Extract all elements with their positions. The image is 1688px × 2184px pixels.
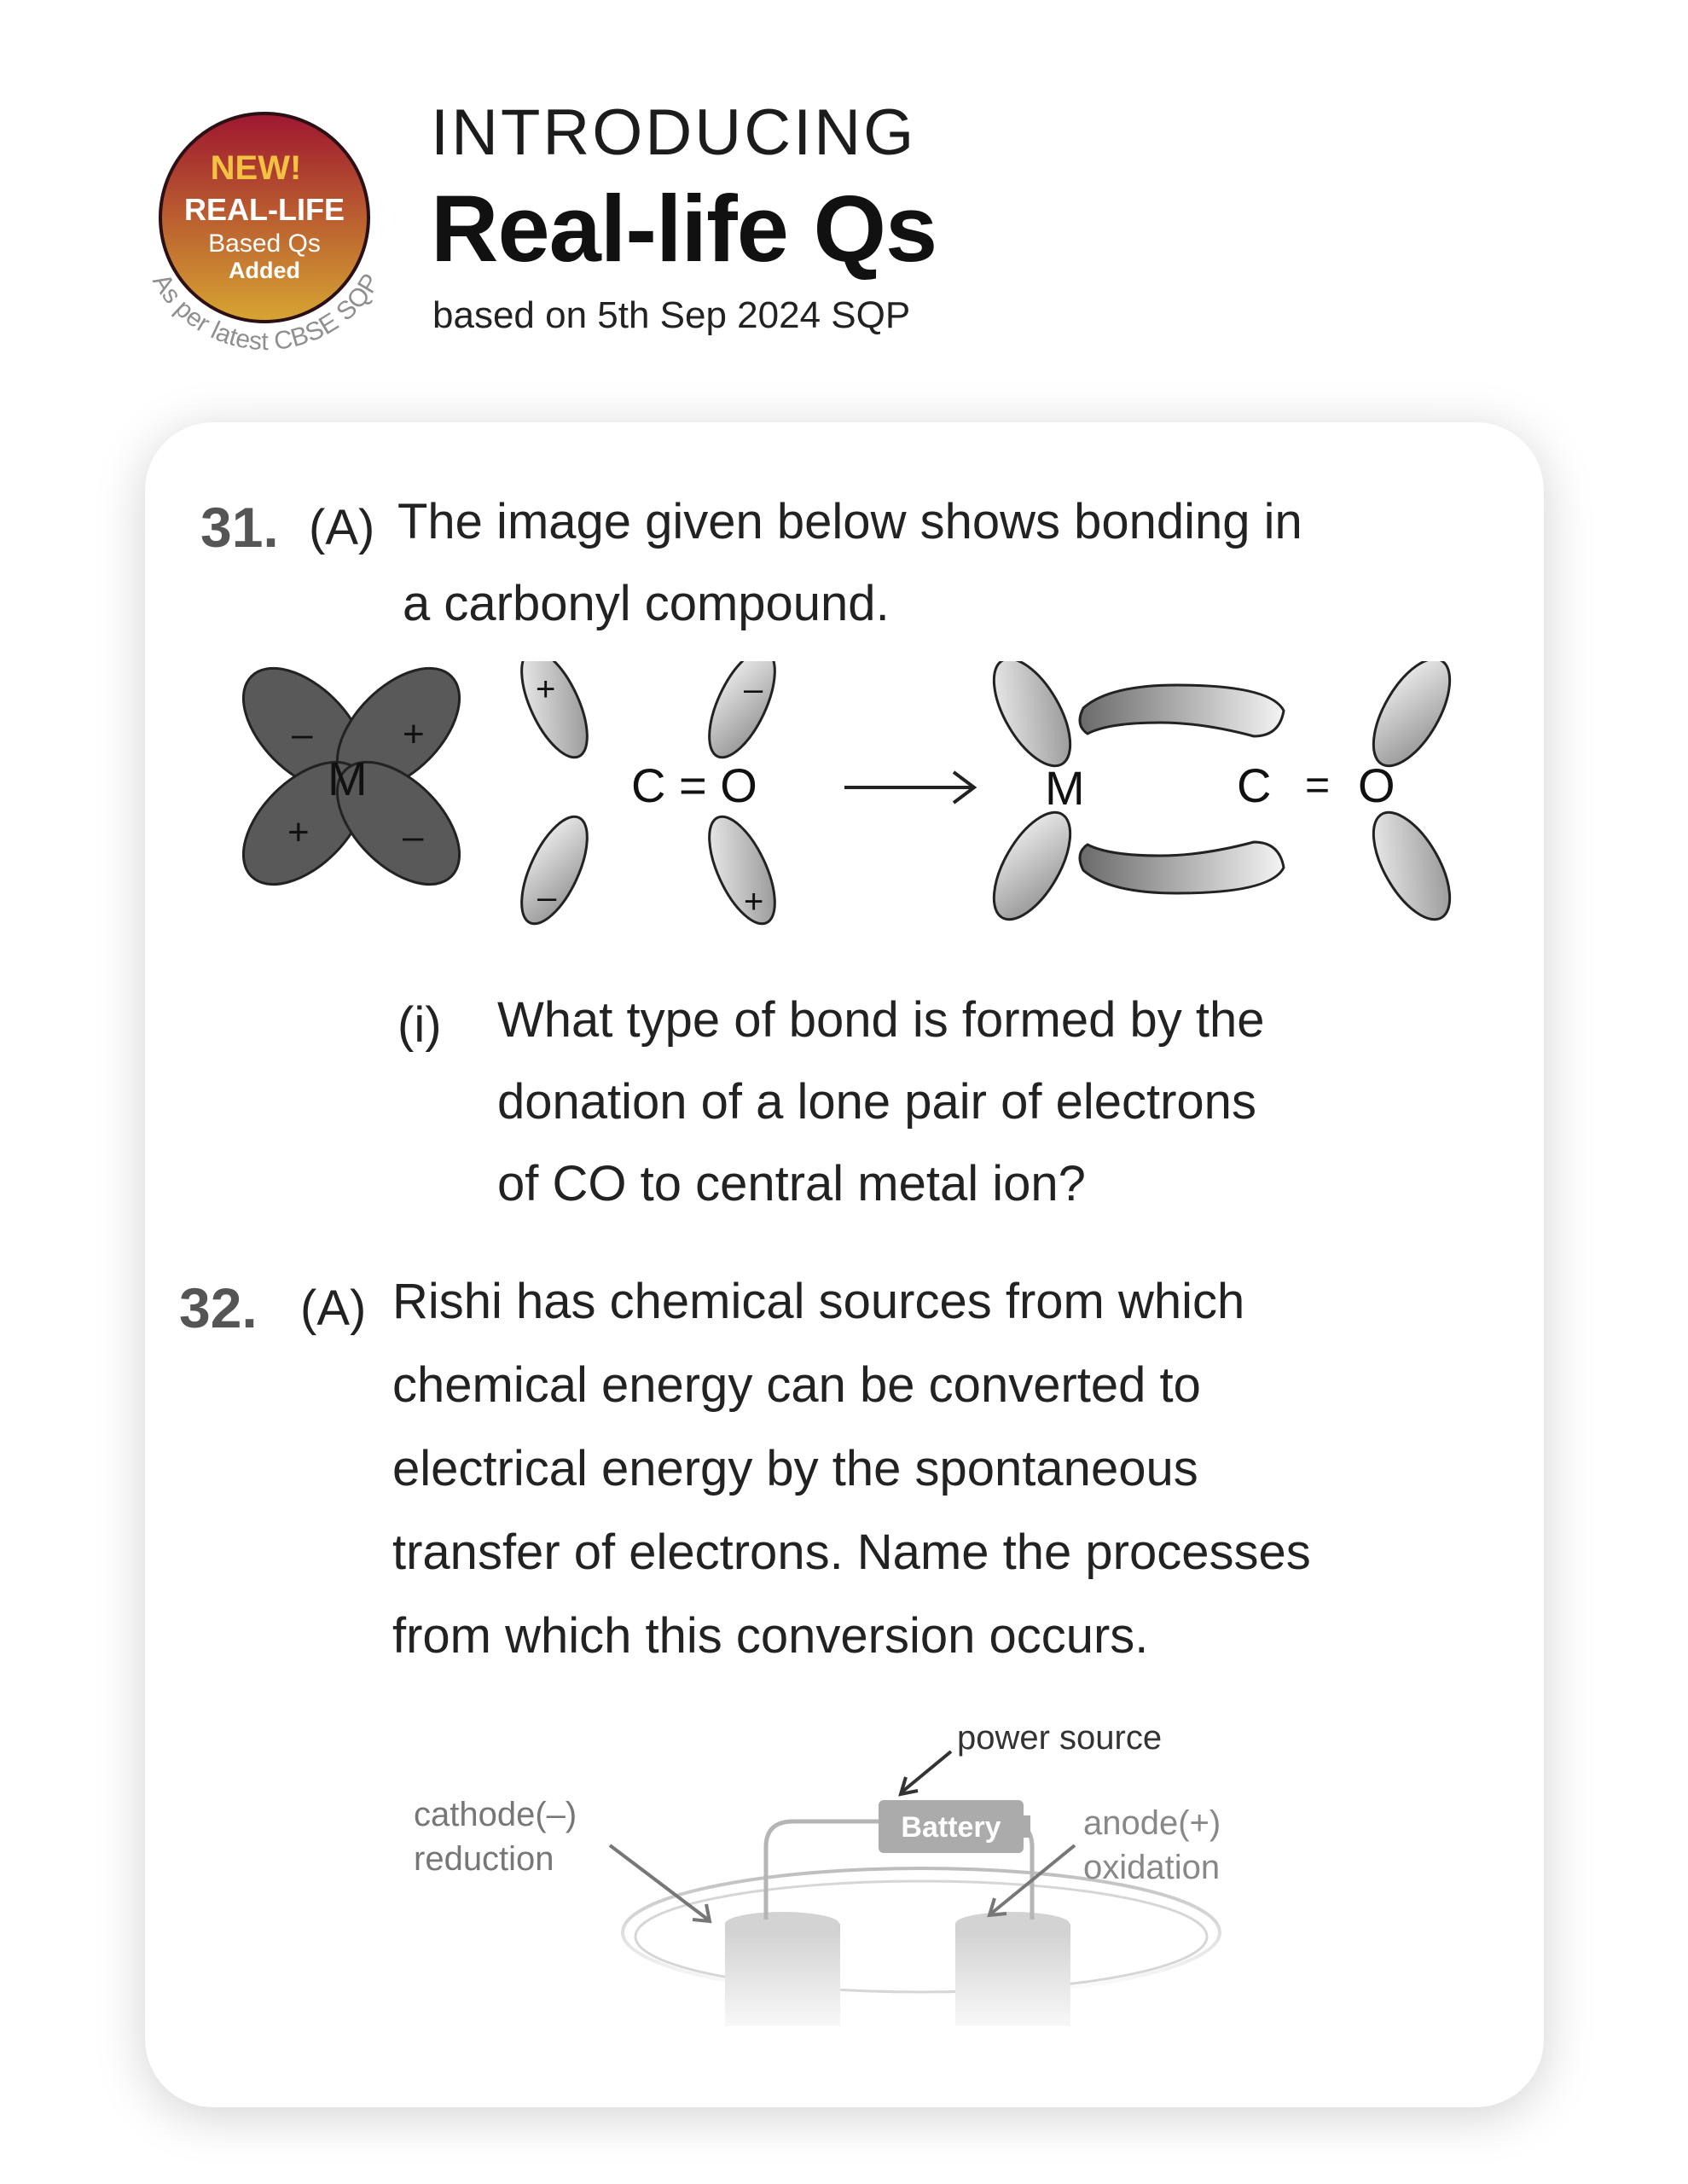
badge-new-text: NEW! [210, 149, 302, 187]
badge-arc-path: As per latest CBSE SQP [147, 269, 386, 357]
product-eq-label: = [1305, 761, 1331, 809]
co-sign-2: – [744, 671, 763, 708]
q31-sub-label: (i) [397, 997, 442, 1053]
q31-sub-line2: donation of a lone pair of electrons [497, 1074, 1256, 1130]
co-orbitals [508, 661, 788, 932]
carbonyl-bonding-diagram [222, 661, 1467, 951]
q31-number: 31. [200, 496, 279, 559]
lobe-sign-2: + [403, 713, 425, 755]
q31-text-line1: The image given below shows bonding in [397, 494, 1302, 549]
q31-sub-line1: What type of bond is formed by the [497, 992, 1265, 1048]
cathode-label-2: reduction [414, 1840, 554, 1878]
cell-diagram [384, 1702, 1407, 2094]
q31-tag: (A) [309, 500, 375, 555]
q32-line1: Rishi has chemical sources from which [392, 1274, 1245, 1329]
q32-line5: from which this conversion occurs. [392, 1608, 1149, 1664]
product-c-label: C [1237, 758, 1272, 812]
header-intro: INTRODUCING [431, 96, 917, 169]
metal-d-orbital [222, 661, 482, 907]
anode-electrode [955, 1924, 1070, 2026]
header-subtitle: based on 5th Sep 2024 SQP [432, 294, 911, 336]
cathode-electrode [725, 1924, 840, 2026]
co-label: C = O [631, 758, 757, 812]
lobe-sign-4: – [403, 816, 424, 857]
q32-line3: electrical energy by the spontaneous [392, 1441, 1198, 1496]
q31-text-line2: a carbonyl compound. [403, 576, 890, 631]
co-sign-3: – [537, 879, 557, 916]
anode-label-1: anode(+) [1083, 1804, 1221, 1842]
q31-sub-line3: of CO to central metal ion? [497, 1156, 1086, 1211]
metal-label: M [328, 752, 368, 805]
product-bonding [978, 661, 1465, 932]
product-o-label: O [1358, 758, 1395, 812]
q32-line2: chemical energy can be converted to [392, 1357, 1201, 1413]
q32-tag: (A) [300, 1281, 367, 1336]
power-source-label: power source [957, 1719, 1163, 1757]
header-title: Real-life Qs [431, 177, 937, 282]
reaction-arrow [844, 772, 974, 803]
question-card [145, 422, 1544, 2107]
battery-label: Battery [901, 1811, 1001, 1844]
q32-number: 32. [179, 1276, 258, 1339]
badge-line2: Based Qs [208, 229, 321, 258]
anode-label-2: oxidation [1083, 1849, 1221, 1886]
beaker-rim [623, 1868, 1220, 1996]
new-badge [119, 94, 409, 358]
product-metal-label: M [1045, 761, 1085, 815]
lobe-sign-1: – [292, 713, 313, 755]
cathode-label-1: cathode(–) [414, 1796, 577, 1833]
co-sign-1: + [536, 671, 556, 708]
badge-graphic [119, 94, 409, 358]
badge-line1: REAL-LIFE [184, 192, 345, 227]
q32-line4: transfer of electrons. Name the processes [392, 1525, 1311, 1580]
co-sign-4: + [744, 883, 764, 921]
lobe-sign-3: + [287, 811, 310, 853]
badge-line3: Added [229, 258, 300, 283]
